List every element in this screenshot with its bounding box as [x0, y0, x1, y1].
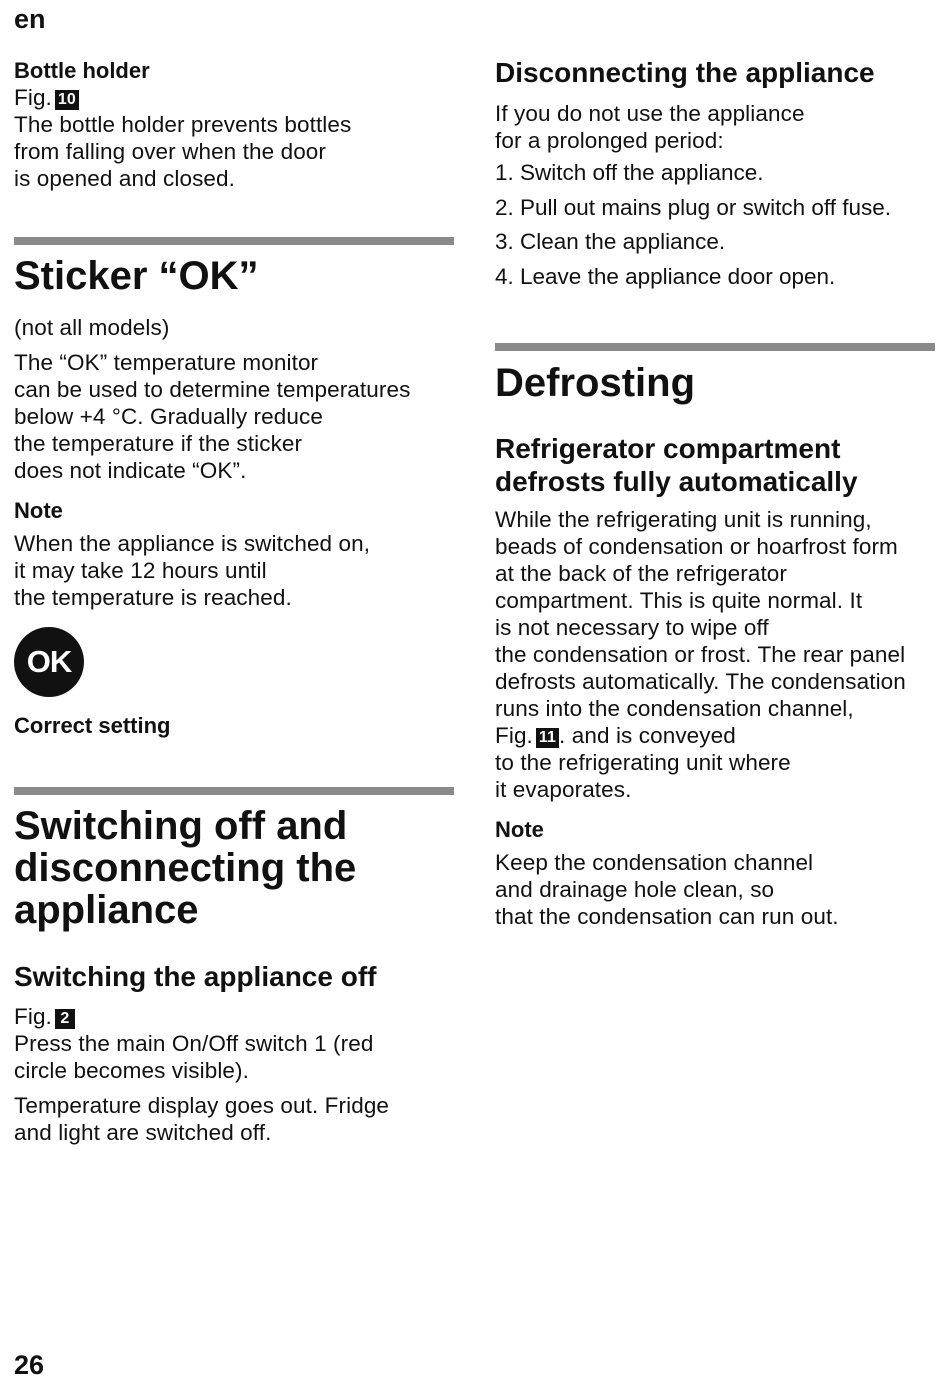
figure-number-badge: 2 [55, 1009, 75, 1029]
text-line: is opened and closed. [14, 166, 236, 191]
disconnecting-heading: Disconnecting the appliance [495, 57, 875, 88]
defrosting-text [495, 506, 935, 803]
list-item: 1. Switch off the appliance. [495, 160, 764, 185]
switching-appliance-off-subheading: Switching the appliance off [14, 961, 377, 992]
text-line: the temperature if the sticker [14, 431, 303, 456]
bottle-holder-fig-ref: Fig. 10 [14, 84, 454, 111]
disconnecting-intro [495, 100, 935, 154]
text-line: is not necessary to wipe off [495, 615, 769, 640]
bottle-holder-text [14, 84, 454, 192]
note-text [14, 530, 454, 611]
text-line: runs into the condensation channel, [495, 696, 854, 721]
sticker-subtitle: (not all models) [14, 315, 170, 340]
text-line: The bottle holder prevents bottles [14, 112, 352, 137]
switching-off-heading: Switching off and disconnecting the appliance [14, 804, 357, 932]
text-line: and light are switched off. [14, 1120, 272, 1145]
text-line: defrosts automatically. The condensation [495, 669, 906, 694]
section-divider [14, 787, 454, 795]
text-line: that the condensation can run out. [495, 904, 839, 929]
text-line: Press the main On/Off switch 1 (red [14, 1031, 374, 1056]
text-line: below +4 °C. Gradually reduce [14, 404, 323, 429]
sticker-ok-heading: Sticker “OK” [14, 254, 259, 298]
section-divider [495, 343, 935, 351]
bottle-holder-section [14, 58, 454, 192]
text-line: The “OK” temperature monitor [14, 350, 319, 375]
text-line: to the refrigerating unit where [495, 750, 791, 775]
switching-off-text [14, 1003, 454, 1146]
refrigerator-defrost-subheading: Refrigerator compartment defrosts fully automatically [495, 433, 858, 497]
sticker-ok-section [14, 255, 454, 611]
defrosting-section [495, 362, 935, 930]
defrosting-heading: Defrosting [495, 361, 695, 405]
switching-off-section [14, 805, 454, 1146]
disconnecting-section [495, 56, 935, 294]
text-line: at the back of the refrigerator [495, 561, 788, 586]
text-line: it may take 12 hours until [14, 558, 267, 583]
defrosting-fig-ref: Fig. 11 . and is conveyed [495, 723, 736, 748]
page-number: 26 [14, 1350, 45, 1380]
list-item: 4. Leave the appliance door open. [495, 263, 836, 289]
text-line: and drainage hole clean, so [495, 877, 775, 902]
text-line: the temperature is reached. [14, 585, 292, 610]
list-item: 2. Pull out mains plug or switch off fuse. [495, 194, 892, 220]
text-line: it evaporates. [495, 777, 632, 802]
section-divider [14, 237, 454, 245]
sticker-text [14, 349, 454, 484]
bottle-holder-heading: Bottle holder [14, 58, 150, 83]
text-line: If you do not use the appliance [495, 101, 805, 126]
disconnecting-steps-list [495, 156, 935, 294]
text-line: does not indicate “OK”. [14, 458, 247, 483]
figure-number-badge: 10 [55, 90, 79, 110]
language-code: en [14, 4, 46, 34]
figure-number-badge: 11 [536, 728, 559, 748]
list-item: 3. Clean the appliance. [495, 229, 726, 254]
note-heading: Note [14, 498, 63, 523]
text-line: beads of condensation or hoarfrost form [495, 534, 898, 559]
text-line: can be used to determine temperatures [14, 377, 411, 402]
note-text [495, 849, 935, 930]
text-line: for a prolonged period: [495, 128, 724, 153]
correct-setting-caption: Correct setting [14, 713, 171, 738]
text-line: When the appliance is switched on, [14, 531, 371, 556]
ok-sticker-logo: OK [14, 627, 84, 697]
text-line: compartment. This is quite normal. It [495, 588, 863, 613]
text-line: While the refrigerating unit is running, [495, 507, 872, 532]
text-line: from falling over when the door [14, 139, 327, 164]
text-line: Keep the condensation channel [495, 850, 814, 875]
text-line: the condensation or frost. The rear panel [495, 642, 906, 667]
text-line: Temperature display goes out. Fridge [14, 1093, 390, 1118]
text-line: circle becomes visible). [14, 1058, 249, 1083]
switching-fig-ref: Fig. 2 [14, 1003, 454, 1030]
note-heading: Note [495, 817, 544, 842]
